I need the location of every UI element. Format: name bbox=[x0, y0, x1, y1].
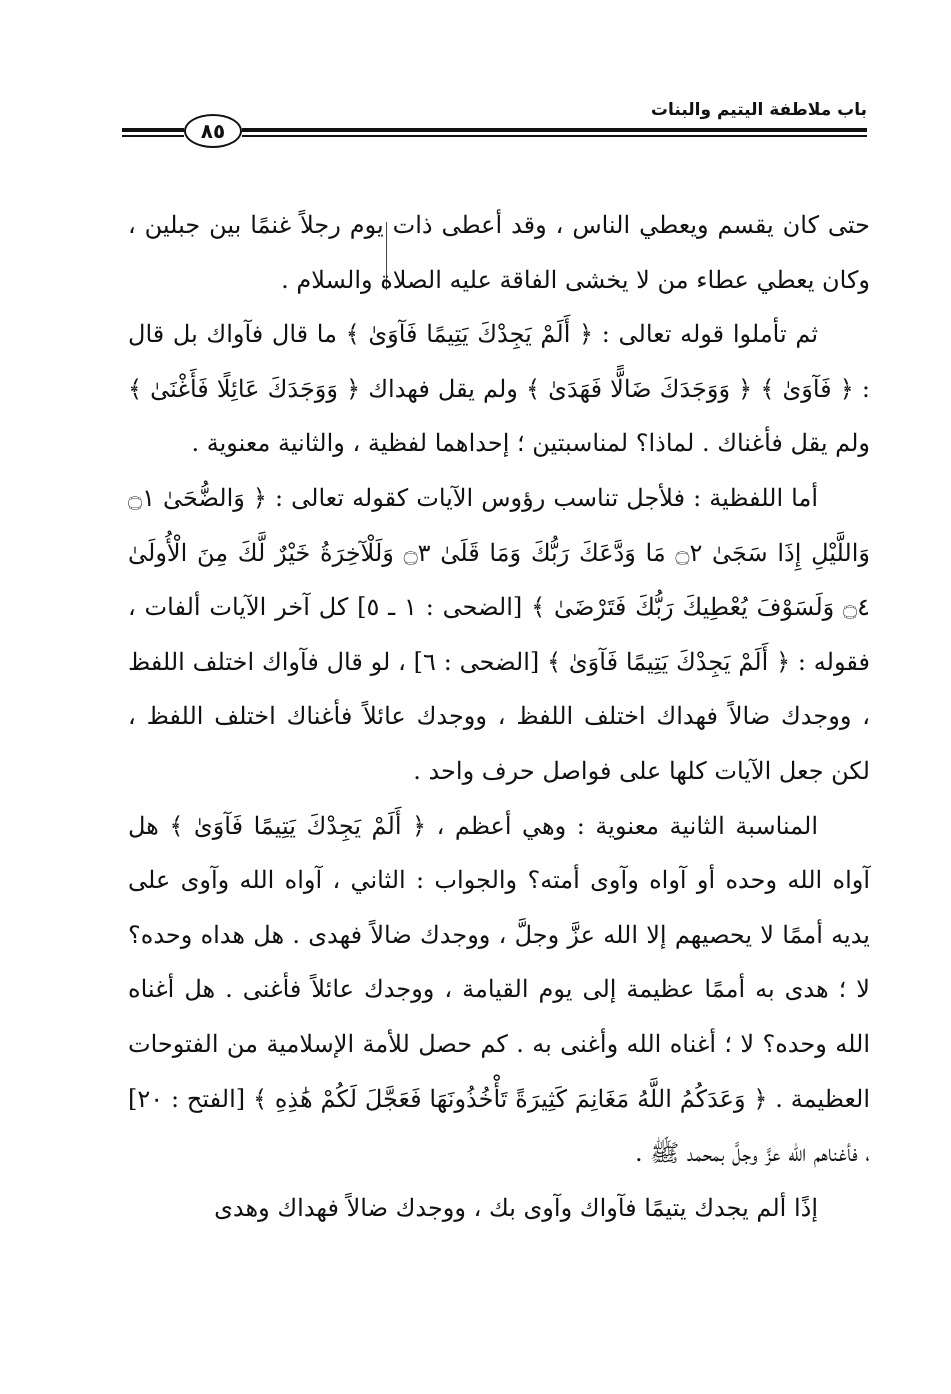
paragraph-1: حتى كان يقسم ويعطي الناس ، وقد أعطى ذات يوم رجلاً غنمًا بين جبلين ، وكان يعطي عطاء من لا يخشى الفاقة عليه الصلاة والسلام . bbox=[128, 211, 870, 294]
header-rule-thick bbox=[122, 128, 184, 132]
body-text bbox=[128, 198, 870, 1235]
paragraph-2: ثم تأملوا قوله تعالى : ﴿ أَلَمْ يَجِدْكَ يَتِيمًا فَآوَىٰ ﴾ ما قال فآواك بل قال : ﴿ فَآوَىٰ ﴾ ﴿ وَوَجَدَكَ ضَالًّا فَهَدَىٰ ﴾ ولم يقل فهداك ﴿ وَوَجَدَكَ عَائِلًا فَأَغْنَىٰ ﴾ ولم يقل فأغناك . لماذا؟ لمناسبتين ؛ إحداهما لفظية ، والثانية معنوية . bbox=[128, 320, 870, 458]
paragraph-4: المناسبة الثانية معنوية : وهي أعظم ، ﴿ أَلَمْ يَجِدْكَ يَتِيمًا فَآوَىٰ ﴾ هل آواه الله وحده أو آواه وآوى أمته؟ والجواب : الثاني ، آواه الله وآوى على يديه أممًا لا يحصيهم إلا الله عزَّ وجلَّ ، ووجدك ضالاً فهدى . هل هداه وحده؟ لا ؛ هدى به أممًا عظيمة إلى يوم القيامة ، ووجدك عائلاً فأغنى . هل أغناه الله وحده؟ لا ؛ أغناه الله وأغنى به . كم حصل للأمة الإسلامية من الفتوحات العظيمة . ﴿ وَعَدَكُمُ اللَّهُ مَغَانِمَ كَثِيرَةً تَأْخُذُونَهَا فَعَجَّلَ لَكُمْ هَٰذِهِ ﴾ [الفتح : ٢٠] ، فأغناهم الله عزَّ وجلَّ بمحمد ﷺ . bbox=[128, 811, 870, 1168]
page-header bbox=[122, 92, 867, 162]
header-rule-thin bbox=[122, 135, 184, 137]
header-rule-right bbox=[242, 128, 867, 138]
paragraph-5: إذًا ألم يجدك يتيمًا فآواك وآوى بك ، ووجدك ضالاً فهداك وهدى bbox=[214, 1193, 818, 1222]
running-title: باب ملاطفة اليتيم والبنات bbox=[650, 100, 867, 120]
page-number: ٨٥ bbox=[184, 114, 242, 148]
header-rule-thick bbox=[242, 128, 867, 132]
paragraph-3: أما اللفظية : فلأجل تناسب رؤوس الآيات كقوله تعالى : ﴿ وَالضُّحَىٰ ۝١ وَاللَّيْلِ إِذَا سَجَىٰ ۝٢ مَا وَدَّعَكَ رَبُّكَ وَمَا قَلَىٰ ۝٣ وَلَلْآخِرَةُ خَيْرٌ لَّكَ مِنَ الْأُولَىٰ ۝٤ وَلَسَوْفَ يُعْطِيكَ رَبُّكَ فَتَرْضَىٰ ﴾ [الضحى : ١ ـ ٥] كل آخر الآيات ألفات ، فقوله : ﴿ أَلَمْ يَجِدْكَ يَتِيمًا فَآوَىٰ ﴾ [الضحى : ٦] ، لو قال فآواك اختلف اللفظ ، ووجدك ضالاً فهداك اختلف اللفظ ، ووجدك عائلاً فأغناك اختلف اللفظ ، لكن جعل الآيات كلها على فواصل حرف واحد . bbox=[128, 483, 871, 785]
header-rule-thin bbox=[242, 135, 867, 137]
header-rule-left bbox=[122, 128, 184, 138]
